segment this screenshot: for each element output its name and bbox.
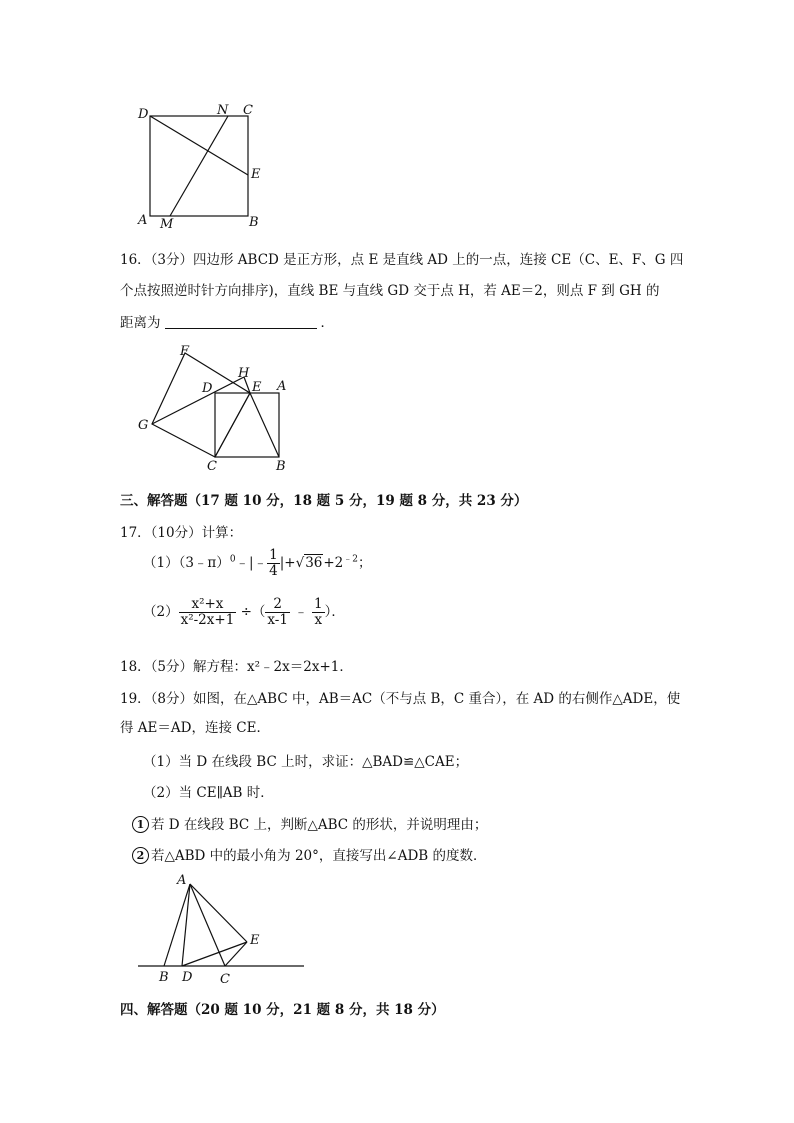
label-e: E [251, 167, 261, 182]
label-e: E [252, 380, 262, 395]
q19-line2: 得 AE＝AD，连接 CE． [120, 720, 270, 736]
q16-line3-prefix: 距离为 [120, 315, 161, 331]
q17-title: 17．（10分）计算： [120, 525, 243, 541]
q17-part1: （1）（3﹣π）$^0$﹣|﹣ $\frac{1}{4}$ $|+√36+2^{﹣2}$； [143, 547, 372, 579]
section-4-header: 四、解答题（20 题 10 分，21 题 8 分，共 18 分） [120, 1002, 445, 1018]
q19-line1: 19．（8分）如图，在△ABC 中，AB＝AC（不与点 B，C 重合），在 AD 的右侧作△ADE，使 [120, 691, 681, 707]
q19-case1: 1 若 D 在线段 BC 上，判断△ABC 的形状，并说明理由； [132, 813, 487, 833]
question-18: 18．（5分）解方程：x²﹣2x＝2x+1． [120, 659, 353, 675]
q16-line3 [120, 311, 334, 331]
sqrt-symbol: √ [295, 555, 305, 571]
label-c: C [243, 103, 253, 118]
label-b: B [159, 970, 169, 985]
label-a: A [138, 213, 148, 228]
label-c: C [220, 972, 230, 987]
figure-triangle-abc [130, 868, 320, 992]
label-f: F [180, 344, 190, 359]
label-d: D [202, 381, 213, 396]
label-m: M [160, 217, 174, 232]
q16-line2: 个点按照逆时针方向排序)，直线 BE 与直线 GD 交于点 H，若 AE＝2，则点 F 到 GH 的 [120, 283, 660, 299]
answer-blank[interactable] [165, 316, 317, 329]
q19-part1: （1）当 D 在线段 BC 上时，求证：△BAD≌△CAE； [143, 754, 469, 770]
q16-line3-suffix: ． [320, 315, 334, 331]
fraction-two: $\frac{2}{x-1}$ [267, 596, 288, 628]
section-3-header: 三、解答题（17 题 10 分，18 题 5 分，19 题 8 分，共 23 分） [120, 493, 528, 509]
label-e: E [250, 933, 260, 948]
q16-line1: 16．（3分）四边形 ABCD 是正方形，点 E 是直线 AD 上的一点，连接 CE（C、E、F、G 四 [120, 252, 684, 268]
q19-part2: （2）当 CE∥AB 时． [143, 785, 274, 801]
label-n: N [217, 103, 229, 118]
fraction-one-quarter: $\frac{1}{4}$ [269, 547, 278, 579]
fraction-main: $\frac{\text{x²+x}}{\text{x²-2x+1}}$ [180, 596, 235, 628]
label-g: G [138, 418, 149, 433]
q17-part2: （2） $\frac{\text{x²+x}}{\text{x²-2x+1}}$ ÷（ $\frac{2}{x-1}$ ﹣ $\frac{1}{x}$ ）． [143, 596, 345, 628]
label-a: A [277, 379, 287, 394]
label-b: B [276, 459, 286, 474]
figure-square-mn [130, 98, 270, 234]
figure-square-cefg [130, 340, 310, 480]
circled-number-2: 2 [132, 847, 149, 864]
label-a: A [177, 873, 187, 888]
label-c: C [207, 459, 217, 474]
q19-case2: 2 若△ABD 中的最小角为 20°，直接写出∠ADB 的度数． [132, 844, 486, 864]
sqrt-radicand: 36 [305, 555, 323, 571]
circled-number-1: 1 [132, 816, 149, 833]
fraction-three: $\frac{1}{x}$ [314, 596, 323, 628]
label-b: B [249, 215, 259, 230]
label-d: D [182, 970, 193, 985]
label-d: D [138, 107, 149, 122]
label-h: H [238, 366, 250, 381]
